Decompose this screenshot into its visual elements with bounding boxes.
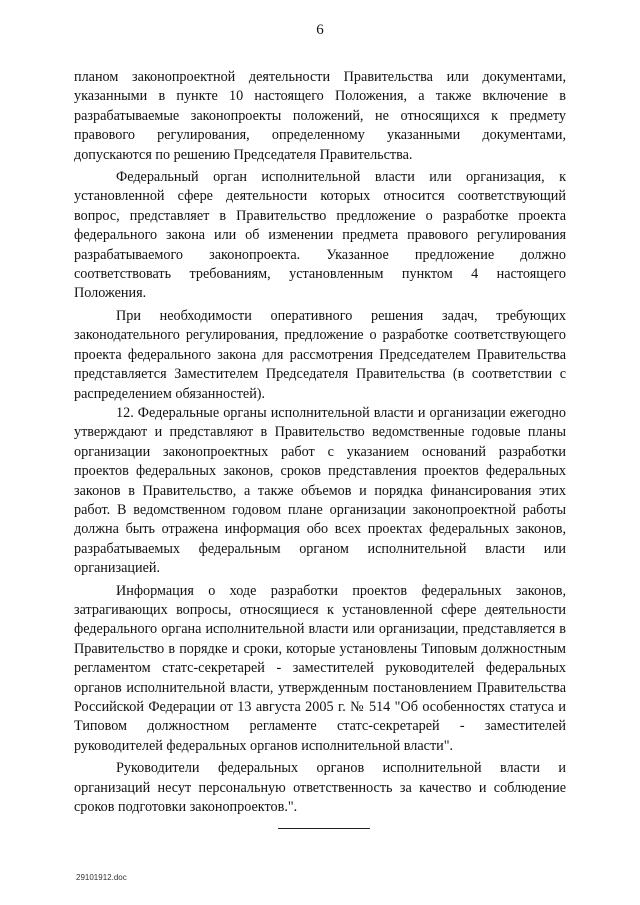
page-number: 6 — [316, 22, 324, 38]
paragraph-item-12: 12. Федеральные органы исполнительной власти и организации ежегодно утверждают и представляют в Правительство ведомственные годовые планы организации законопроектных работ с указанием оснований разработки проектов федеральных законов, сроков представления проектов федеральных законов в Правительство, а также объемов и порядка финансирования этих работ. В ведомственном годовом плане организации законопроектной работы должна быть отражена информация обо всех проектах федеральных законов, разрабатываемых федеральным органом исполнительной власти или организацией. — [74, 404, 566, 577]
paragraph-progress-information: Информация о ходе разработки проектов федеральных законов, затрагивающих вопросы, относящиеся к установленной сфере деятельности федерального органа исполнительной власти или организации, представляется в Правительство в порядке и сроки, которые установлены Типовым должностным регламентом статс-секретарей - заместителей руководителей федеральных органов исполнительной власти, утвержденным постановлением Правительства Российской Федерации от 13 августа 2005 г. № 514 "Об особенностях статуса и Типовом должностном регламенте статс-секретарей - заместителей руководителей федеральных органов исполнительной власти". — [74, 582, 566, 754]
paragraph-continuation: планом законопроектной деятельности Правительства или документами, указанными в пункте 10 настоящего Положения, а также включение в разрабатываемые законопроекты положений, не относящихся к предмету правового регулирования, определенному указанными документами, допускаются по решению Председателя Правительства. — [74, 69, 566, 163]
document-body — [74, 68, 566, 817]
paragraph-responsibility: Руководители федеральных органов исполнительной власти и организаций несут персональную ответственность за качество и соблюдение сроков подготовки законопроектов.". — [74, 760, 566, 816]
end-separator-line — [278, 828, 370, 829]
footer-filename: 29101912.doc — [76, 873, 127, 882]
paragraph-urgent-regulation: При необходимости оперативного решения задач, требующих законодательного регулирования, предложение о разработке соответствующего проекта федерального закона для рассмотрения Председателем Правительства представляется Заместителем Председателя Правительства (в соответствии с распределением обязанностей). — [74, 307, 566, 402]
paragraph-federal-body-proposal: Федеральный орган исполнительной власти или организация, к установленной сфере деятельности которых относится соответствующий вопрос, представляет в Правительство предложение о разработке проекта федерального закона или об изменении предмета правового регулирования разрабатываемого законопроекта. Указанное предложение должно соответствовать требованиям, установленным пунктом 4 настоящего Положения. — [74, 169, 566, 302]
